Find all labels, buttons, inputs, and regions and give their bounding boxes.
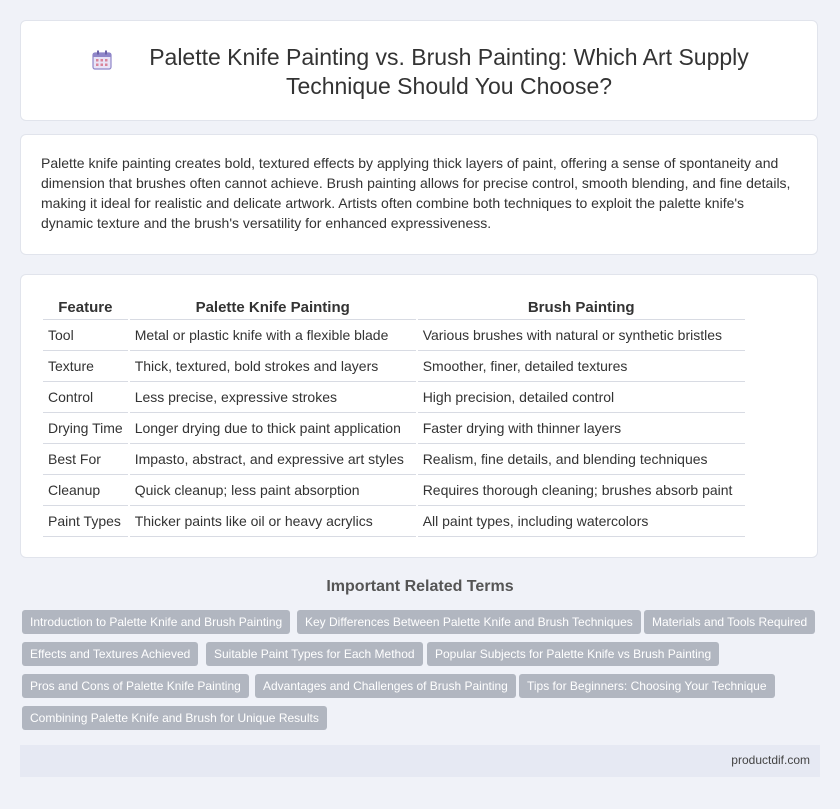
table-row	[43, 506, 745, 537]
row-feature: Drying Time	[43, 413, 128, 444]
row-brush: All paint types, including watercolors	[418, 506, 745, 537]
header-palette-knife: Palette Knife Painting	[130, 295, 416, 320]
row-feature: Control	[43, 382, 128, 413]
row-palette-knife: Quick cleanup; less paint absorption	[130, 475, 416, 506]
page-title: Palette Knife Painting vs. Brush Painting: Which Art Supply Technique Should You Choose?	[149, 44, 749, 99]
site-name[interactable]: productdif.com	[731, 753, 810, 767]
related-tag[interactable]: Combining Palette Knife and Brush for Unique Results	[22, 706, 327, 730]
table-row	[43, 382, 745, 413]
row-brush: Requires thorough cleaning; brushes absorb paint	[418, 475, 745, 506]
row-palette-knife: Less precise, expressive strokes	[130, 382, 416, 413]
related-tag[interactable]: Introduction to Palette Knife and Brush Painting	[22, 610, 290, 634]
related-terms-title: Important Related Terms	[326, 578, 514, 595]
header-brush: Brush Painting	[418, 295, 745, 320]
calendar-icon	[91, 49, 113, 71]
intro-card	[20, 134, 818, 255]
intro-paragraph: Palette knife painting creates bold, textured effects by applying thick layers of paint, offering a sense of spontaneity and dimension that brushes often cannot achieve. Brush painting allows for precise control, smooth blending, and fine details, making it ideal for realistic and delicate artwork. Artists often combine both techniques to exploit the palette knife's dynamic texture and the brush's versatility for enhanced expressiveness.	[41, 155, 791, 231]
row-feature: Tool	[43, 320, 128, 351]
related-tag[interactable]: Effects and Textures Achieved	[22, 642, 198, 666]
table-header-row	[43, 295, 745, 320]
related-tag[interactable]: Advantages and Challenges of Brush Painting	[255, 674, 516, 698]
row-brush: High precision, detailed control	[418, 382, 745, 413]
row-palette-knife: Impasto, abstract, and expressive art styles	[130, 444, 416, 475]
title-card	[20, 20, 818, 121]
related-tag[interactable]: Tips for Beginners: Choosing Your Technique	[519, 674, 775, 698]
related-tag[interactable]: Key Differences Between Palette Knife and Brush Techniques	[297, 610, 641, 634]
related-tag[interactable]: Materials and Tools Required	[644, 610, 815, 634]
row-brush: Various brushes with natural or synthetic bristles	[418, 320, 745, 351]
row-feature: Best For	[43, 444, 128, 475]
row-palette-knife: Longer drying due to thick paint application	[130, 413, 416, 444]
table-row	[43, 320, 745, 351]
row-palette-knife: Thick, textured, bold strokes and layers	[130, 351, 416, 382]
row-palette-knife: Thicker paints like oil or heavy acrylics	[130, 506, 416, 537]
related-tag[interactable]: Suitable Paint Types for Each Method	[206, 642, 423, 666]
row-brush: Faster drying with thinner layers	[418, 413, 745, 444]
header-feature: Feature	[43, 295, 128, 320]
comparison-card	[20, 274, 818, 558]
table-row	[43, 413, 745, 444]
row-brush: Smoother, finer, detailed textures	[418, 351, 745, 382]
row-feature: Cleanup	[43, 475, 128, 506]
table-row	[43, 475, 745, 506]
table-row	[43, 444, 745, 475]
footer	[20, 745, 820, 777]
related-tag[interactable]: Popular Subjects for Palette Knife vs Brush Painting	[427, 642, 719, 666]
row-feature: Paint Types	[43, 506, 128, 537]
row-palette-knife: Metal or plastic knife with a flexible blade	[130, 320, 416, 351]
comparison-table	[41, 295, 747, 537]
table-row	[43, 351, 745, 382]
related-tag[interactable]: Pros and Cons of Palette Knife Painting	[22, 674, 249, 698]
row-feature: Texture	[43, 351, 128, 382]
row-brush: Realism, fine details, and blending techniques	[418, 444, 745, 475]
